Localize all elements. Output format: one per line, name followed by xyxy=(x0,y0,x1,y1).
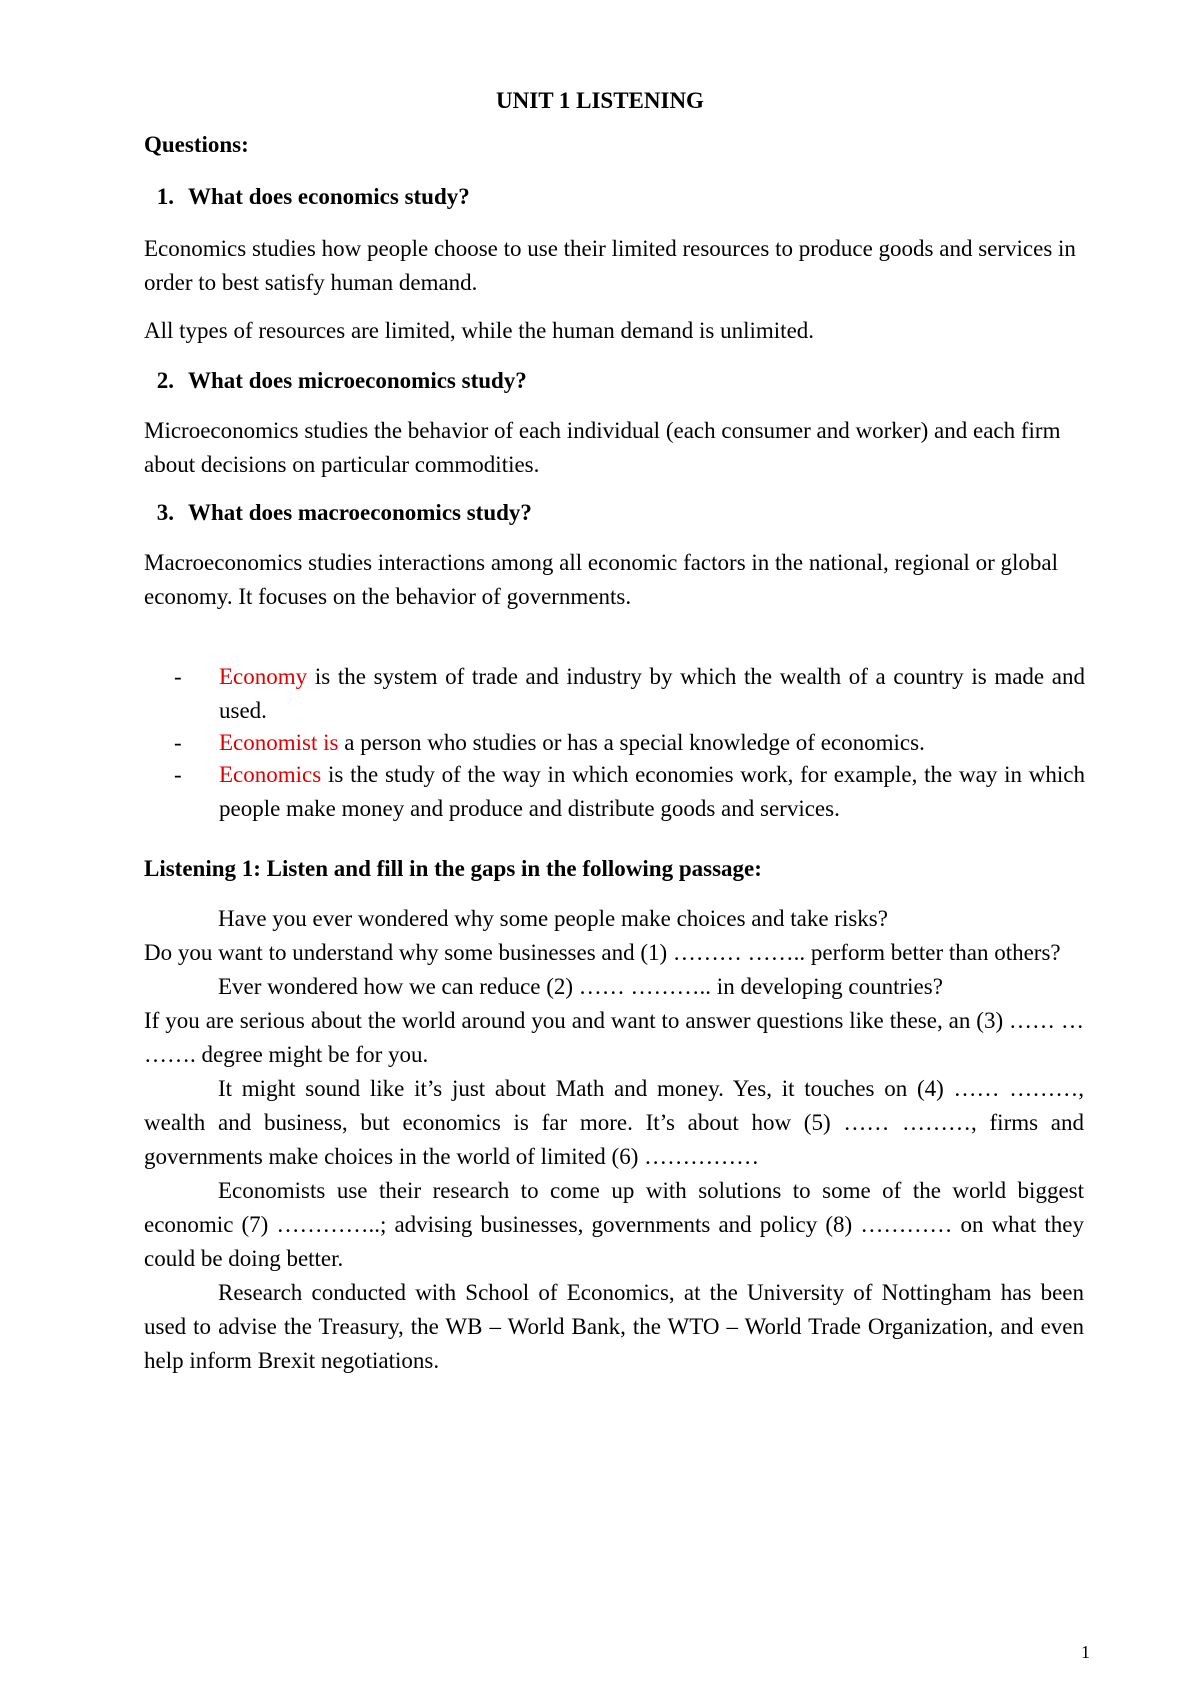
question-3 xyxy=(144,496,1084,530)
definition-term: Economics xyxy=(219,762,322,787)
definition-text: is the system of trade and industry by which the wealth of a country is made and used. xyxy=(219,664,1085,723)
answer-3-paragraph: Macroeconomics studies interactions among all economic factors in the national, regional or global economy. It focuses on the behavior of governments. xyxy=(144,550,1058,609)
question-3-number: 3. xyxy=(156,500,174,525)
definition-text: a person who studies or has a special knowledge of economics. xyxy=(338,730,925,755)
question-1 xyxy=(144,180,1084,214)
passage-line-3: Ever wondered how we can reduce (2) …… ……….. in developing countries? xyxy=(218,974,943,999)
definition-term: Economy xyxy=(219,664,308,689)
bullet-dash: - xyxy=(174,730,182,755)
definition-economics xyxy=(175,758,1085,826)
question-3-text: What does macroeconomics study? xyxy=(188,500,532,525)
passage-line-4: If you are serious about the world around you and want to answer questions like these, an (3) …… … ……. degree might be for you. xyxy=(144,1008,1084,1067)
answer-1-paragraph-1: Economics studies how people choose to use their limited resources to produce goods and services in order to best satisfy human demand. xyxy=(144,236,1076,295)
question-1-number: 1. xyxy=(156,184,174,209)
question-2-number: 2. xyxy=(156,368,174,393)
passage-paragraph-3: It might sound like it’s just about Math and money. Yes, it touches on (4) …… ………, wealth and business, but economics is far more. It’s about how (5) …… ………, firms and governments make choices in the world of limited (6) …………… xyxy=(144,1076,1084,1169)
answer-2-paragraph: Microeconomics studies the behavior of each individual (each consumer and worker) and each firm about decisions on particular commodities. xyxy=(144,418,1061,477)
listening-heading: Listening 1: Listen and fill in the gaps in the following passage: xyxy=(144,856,762,881)
definition-economy xyxy=(175,660,1085,728)
answer-1-paragraph-2: All types of resources are limited, while the human demand is unlimited. xyxy=(144,318,815,343)
bullet-dash: - xyxy=(174,762,182,787)
page-number: 1 xyxy=(1081,1642,1090,1662)
passage-line-1: Have you ever wondered why some people make choices and take risks? xyxy=(218,906,888,931)
passage-paragraph-4: Economists use their research to come up with solutions to some of the world biggest economic (7) …………..; advising businesses, governments and policy (8) ………… on what they could be doing better. xyxy=(144,1178,1084,1271)
definition-term: Economist is xyxy=(219,730,339,755)
passage xyxy=(144,902,1084,1378)
question-2-text: What does microeconomics study? xyxy=(188,368,527,393)
question-2 xyxy=(144,364,1084,398)
passage-paragraph-5: Research conducted with School of Economics, at the University of Nottingham has been used to advise the Treasury, the WB – World Bank, the WTO – World Trade Organization, and even help inform Brexit negotiations. xyxy=(144,1280,1084,1373)
page-title: UNIT 1 LISTENING xyxy=(496,88,704,113)
definition-text: is the study of the way in which economies work, for example, the way in which people make money and produce and distribute goods and services. xyxy=(219,762,1085,821)
question-1-text: What does economics study? xyxy=(188,184,470,209)
definition-economist xyxy=(175,726,1085,760)
passage-line-2: Do you want to understand why some businesses and (1) ……… …….. perform better than others? xyxy=(144,940,1061,965)
questions-label: Questions: xyxy=(144,132,249,157)
bullet-dash: - xyxy=(174,664,182,689)
